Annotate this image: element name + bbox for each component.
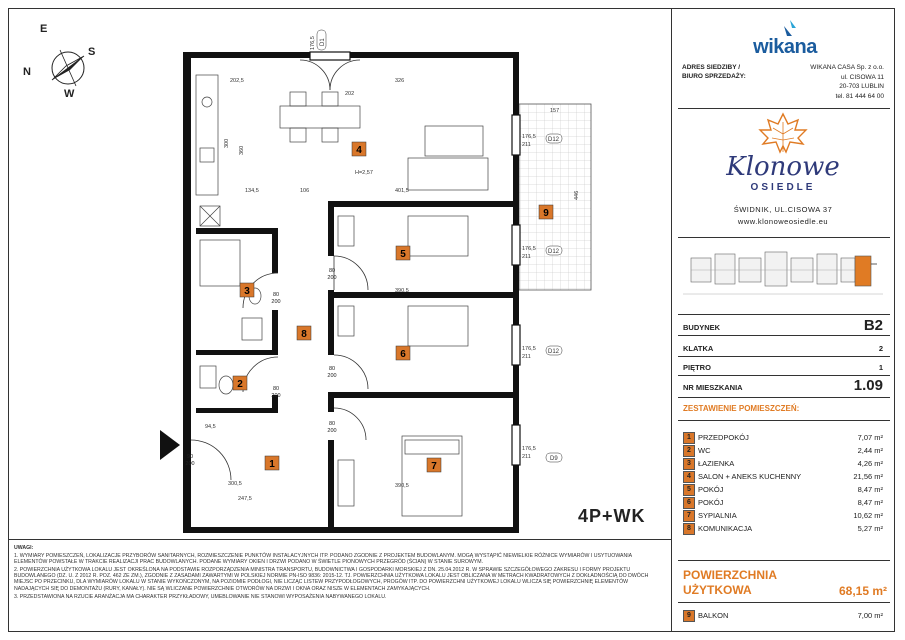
address-label-line: BIURO SPRZEDAŻY: — [682, 73, 746, 80]
balcony-row — [683, 609, 883, 623]
divider — [678, 314, 890, 315]
room-tag-7: 7 — [431, 461, 437, 472]
compass-n: N — [23, 66, 31, 78]
company-address — [760, 63, 884, 101]
divider — [678, 237, 890, 238]
notes-divider — [8, 539, 672, 540]
dim-text: 176,5 — [522, 446, 536, 452]
room-number-badge: 1 — [683, 432, 695, 444]
usable-area-label-line: POWIERZCHNIA — [683, 568, 777, 582]
company-street: ul. CISOWA 11 — [841, 73, 884, 81]
room-name: BALKON — [698, 611, 729, 620]
door-label: 200 — [327, 275, 337, 281]
window-tag: D12 — [548, 349, 560, 355]
dim-text: 176,5 — [310, 36, 316, 50]
room-tag-2: 2 — [237, 379, 243, 390]
room-row — [683, 431, 883, 445]
divider — [678, 420, 890, 421]
dim-text: 94,5 — [205, 424, 216, 430]
dim-text: 176,5 — [522, 246, 536, 252]
room-area: 8,47 m² — [857, 498, 883, 507]
room-number-badge: 4 — [683, 471, 695, 483]
notes-title: UWAGI: — [14, 545, 34, 551]
room-area: 5,27 m² — [857, 524, 883, 533]
address-label-line: ADRES SIEDZIBY / — [682, 64, 741, 71]
room-number-badge: 9 — [683, 610, 695, 622]
company-city: 20-703 LUBLIN — [839, 83, 884, 90]
site-plan-thumbnail — [683, 244, 883, 306]
project-website[interactable]: www.klonoweosiedle.eu — [737, 217, 829, 226]
room-number-badge: 8 — [683, 523, 695, 535]
room-number-badge: 6 — [683, 497, 695, 509]
room-row — [683, 522, 883, 536]
door-label: 90 — [186, 454, 194, 460]
room-area: 8,47 m² — [857, 485, 883, 494]
room-name: POKÓJ — [698, 485, 724, 494]
divider — [678, 335, 890, 336]
compass-s: S — [88, 46, 96, 58]
dim-text: 446 — [574, 190, 580, 200]
dim-text: 360 — [239, 145, 245, 155]
balcony-area — [519, 104, 591, 290]
entry-arrow-icon — [160, 430, 180, 460]
room-name: ŁAZIENKA — [698, 459, 735, 468]
dim-text: 202 — [345, 91, 355, 97]
room-tag-4: 4 — [356, 145, 362, 156]
dim-text: 401,5 — [395, 188, 409, 194]
usable-area-label-line: UŻYTKOWA — [683, 583, 752, 597]
dim-text: 211 — [522, 354, 531, 360]
compass-w: W — [64, 88, 75, 100]
room-row — [683, 457, 883, 471]
room-name: KOMUNIKACJA — [698, 524, 753, 533]
dim-text: 300,5 — [228, 481, 242, 487]
room-tag-6: 6 — [400, 349, 406, 360]
room-area: 7,00 m² — [857, 611, 883, 620]
door-label: 80 — [328, 268, 336, 274]
dim-text: 106 — [300, 188, 310, 194]
divider — [678, 108, 890, 109]
window-tag: D12 — [548, 249, 560, 255]
note-item: 3. PRZEDSTAWIONA NA RZUCIE ARANŻACJA MA CHARAKTER PRZYKŁADOWY, UMEBLOWANIE NIE STANOWI WYPOSAŻENIA NABYWANEGO LOKALU. — [14, 593, 387, 600]
project-brand-sub: OSIEDLE — [750, 182, 816, 193]
detail-label: PIĘTRO — [683, 363, 711, 372]
room-row — [683, 509, 883, 523]
room-area: 10,62 m² — [853, 511, 883, 520]
dim-text: 134,5 — [245, 188, 259, 194]
project-location: ŚWIDNIK, UL.CISOWA 37 — [733, 205, 833, 214]
room-name: POKÓJ — [698, 498, 724, 507]
rooms-title: ZESTAWIENIE POMIESZCZEŃ: — [683, 404, 800, 413]
project-brand: Klonowe — [726, 152, 840, 182]
divider — [678, 397, 890, 398]
room-tags — [233, 142, 553, 472]
room-tag-5: 5 — [400, 249, 406, 260]
dim-text: 176,5 — [522, 346, 536, 352]
room-area: 7,07 m² — [857, 433, 883, 442]
room-name: SALON + ANEKS KUCHENNY — [698, 472, 802, 481]
door-label: 80 — [328, 421, 336, 427]
room-name: WC — [698, 446, 711, 455]
door-label: 80 — [272, 292, 280, 298]
detail-label: KLATKA — [683, 344, 714, 353]
room-row — [683, 470, 883, 484]
room-number-badge: 2 — [683, 445, 695, 457]
dim-text: 300 — [224, 138, 230, 148]
door-label: 200 — [327, 428, 337, 434]
door-label: 200 — [271, 393, 281, 399]
room-name: PRZEDPOKÓJ — [698, 433, 749, 442]
detail-row — [683, 316, 883, 334]
room-row — [683, 496, 883, 510]
notes-section — [14, 545, 664, 601]
room-tag-9: 9 — [543, 208, 549, 219]
compass — [20, 20, 100, 100]
address-label — [682, 63, 746, 81]
door-label: 200 — [271, 299, 281, 305]
divider — [678, 560, 890, 561]
detail-value: 1.09 — [853, 377, 883, 394]
highlighted-building — [855, 256, 871, 286]
detail-row — [683, 337, 883, 355]
room-name: SYPIALNIA — [698, 511, 737, 520]
door-label: 200 — [185, 461, 195, 467]
company-name: WIKANA CASA Sp. z o.o. — [810, 64, 884, 71]
dim-text: 202,5 — [230, 78, 244, 84]
dim-text: 211 — [522, 254, 531, 260]
detail-row — [683, 356, 883, 374]
dim-text: 390,5 — [395, 483, 409, 489]
door-label: 80 — [328, 366, 336, 372]
note-item: 1. WYMIARY POMIESZCZEŃ, LOKALIZACJE PRZYBORÓW SANITARNYCH, ROZMIESZCZENIE PUNKTÓW INSTALACYJNYCH ITP. PODANO ZGODNIE Z PROJEKTEM BUDOWLANYM. MOGĄ WYSTĄPIĆ NIEWIELKIE RÓŻNICE WYMIARÓW I USYTUOWANIA ELEMENTÓW POWSTAŁE W TRAKCIE REALIZACJI PRAC BUDOWLANYCH. PODANE WYMIARY OKIEN I DRZWI PODANO W ŚWIETLE PIONOWYCH PRZEGRÓD (ŚCIAN) W STANIE SUROWYM. — [14, 552, 632, 566]
dim-text: 326 — [395, 78, 405, 84]
room-number-badge: 7 — [683, 510, 695, 522]
detail-label: NR MIESZKANIA — [683, 383, 743, 392]
dim-text: 211 — [522, 142, 531, 148]
door-label: 80 — [272, 386, 280, 392]
company-phone: tel. 81 444 64 00 — [835, 92, 884, 100]
room-area: 2,44 m² — [857, 446, 883, 455]
detail-value: B2 — [863, 317, 883, 334]
room-area: 21,56 m² — [853, 472, 883, 481]
compass-e: E — [40, 23, 48, 35]
dim-text: 247,5 — [238, 496, 252, 502]
note-item: 2. POWIERZCHNIA UŻYTKOWA LOKALU JEST OKREŚLONA NA PODSTAWIE ROZPORZĄDZENIA MINISTRA TRANSPORTU, BUDOWNICTWA I GOSPODARKI MORSKIEJ Z DN. 25.04.2012 R. W SPRAWIE SZCZEGÓŁOWEGO ZAKRESU I FORMY PROJEKTU BUDOWLANEGO (DZ. U. Z 2012 R. POZ. 462 ZE ZM.), ZGODNIE Z ZASADAMI ZAWARTYMI W POLSKIEJ NORMIE PN-ISO 9836: 2015-12. TJ. POWIERZCHNIA UŻYTKOWA LOKALU JEST OBLICZANA W METRACH KWADRATOWYCH Z DOKŁADNOŚCIĄ DO DWÓCH MIEJSC PO PRZECINKU, DLA WYMIARÓW LOKALU W STANIE WYKOŃCZONYM, NA POZIOMIE PODŁOGI, NIE LICZĄC LISTEW PRZYPODŁOGOWYCH, PROGÓW ITP. DO POWIERZCHNI UŻYTKOWEJ LOKALU WLICZA SIĘ POWIERZCHNIĘ ELEMENTÓW NADAJĄCYCH SIĘ DO DEMONTAŻU (RURY, KANAŁY). NIE SĄ WLICZANE POWIERZCHNIE OTWORÓW NA DRZWI I OKNA ORAZ NISZE W ELEMENTACH ZAMYKAJĄCYCH. — [14, 566, 649, 592]
unit-type-label: 4P+WK — [578, 506, 646, 526]
usable-area-label — [683, 568, 777, 598]
floor-plan — [155, 14, 600, 534]
window-tag: D12 — [548, 137, 560, 143]
detail-label: BUDYNEK — [683, 323, 721, 332]
window-tag: D1 — [320, 38, 326, 46]
detail-value: 2 — [878, 344, 883, 353]
room-row — [683, 444, 883, 458]
room-area: 4,26 m² — [857, 459, 883, 468]
window-tag: D9 — [550, 456, 558, 462]
dim-text: H=2,57 — [355, 170, 373, 176]
room-tag-8: 8 — [301, 329, 307, 340]
dim-text: 157 — [550, 108, 560, 114]
room-number-badge: 3 — [683, 458, 695, 470]
usable-area-value: 68,15 m² — [838, 584, 887, 598]
room-number-badge: 5 — [683, 484, 695, 496]
room-tag-3: 3 — [244, 286, 250, 297]
detail-row — [683, 376, 883, 394]
door-label: 200 — [327, 373, 337, 379]
divider — [678, 602, 890, 603]
room-tag-1: 1 — [269, 459, 275, 470]
compass-rose-icon — [20, 20, 100, 100]
detail-value: 1 — [878, 363, 883, 372]
company-logo-text: wikana — [753, 36, 817, 58]
dim-text: 211 — [522, 454, 531, 460]
maple-leaf-icon — [748, 112, 818, 156]
dim-text: 176,5 — [522, 134, 536, 140]
dim-text: 390,5 — [395, 288, 409, 294]
room-row — [683, 483, 883, 497]
